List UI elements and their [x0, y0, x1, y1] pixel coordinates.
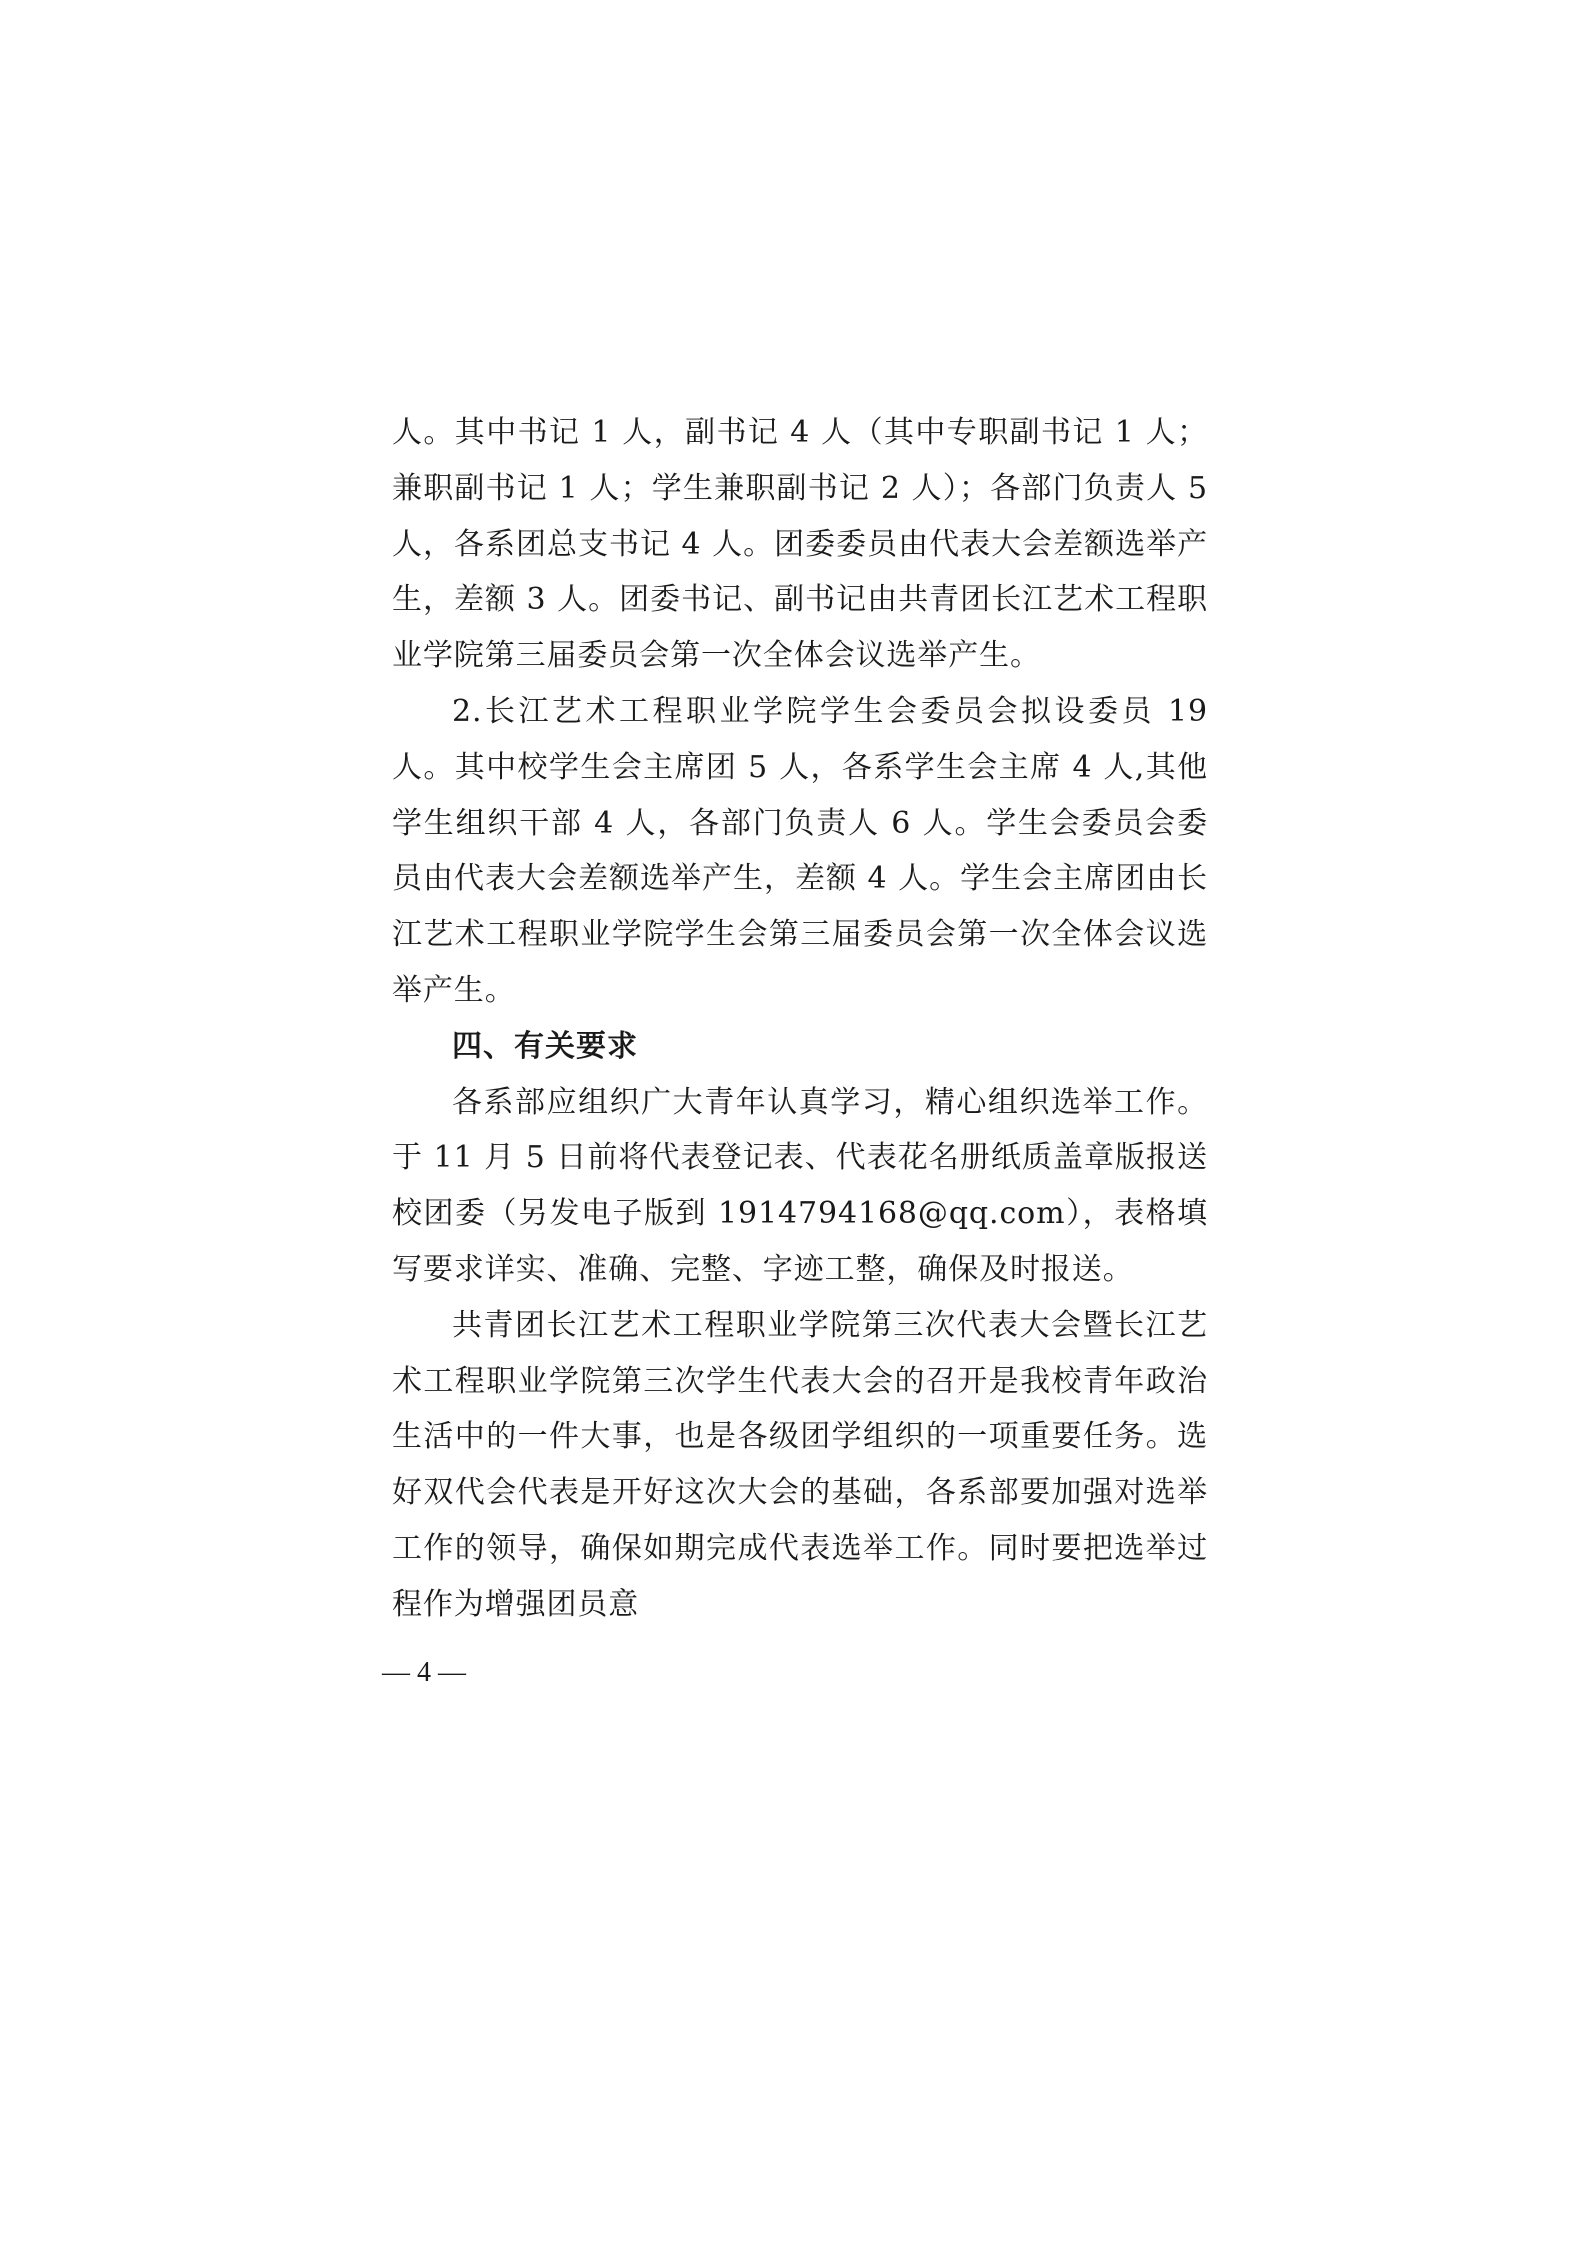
paragraph-congress-significance: 共青团长江艺术工程职业学院第三次代表大会暨长江艺术工程职业学院第三次学生代表大会的召开是我校青年政治生活中的一件大事，也是各级团学组织的一项重要任务。选好双代会代表是开好这次大会的基础，各系部要加强对选举工作的领导，确保如期完成代表选举工作。同时要把选举过程作为增强团员意: [392, 1307, 1208, 1622]
paragraph-student-union-committee: 2.长江艺术工程职业学院学生会委员会拟设委员 19 人。其中校学生会主席团 5 人，各系学生会主席 4 人,其他学生组织干部 4 人，各部门负责人 6 人。学生会委员会委员由代表大会差额选举产生，差额 4 人。学生会主席团由长江艺术工程职业学院学生会第三届委员会第一次全体会议选举产生。: [392, 693, 1208, 1008]
document-body: [392, 405, 1208, 1633]
paragraph-submission-instructions: 各系部应组织广大青年认真学习，精心组织选举工作。于 11 月 5 日前将代表登记表、代表花名册纸质盖章版报送校团委（另发电子版到 1914794168@qq.com），表格填写要求详实、准确、完整、字迹工整，确保及时报送。: [392, 1084, 1208, 1287]
page-number: — 4 —: [382, 1657, 466, 1688]
section-heading-requirements: 四、有关要求: [452, 1028, 638, 1064]
paragraph-continuation: 人。其中书记 1 人，副书记 4 人（其中专职副书记 1 人；兼职副书记 1 人；学生兼职副书记 2 人）；各部门负责人 5 人，各系团总支书记 4 人。团委委员由代表大会差额选举产生，差额 3 人。团委书记、副书记由共青团长江艺术工程职业学院第三届委员会第一次全体会议选举产生。: [392, 415, 1208, 674]
